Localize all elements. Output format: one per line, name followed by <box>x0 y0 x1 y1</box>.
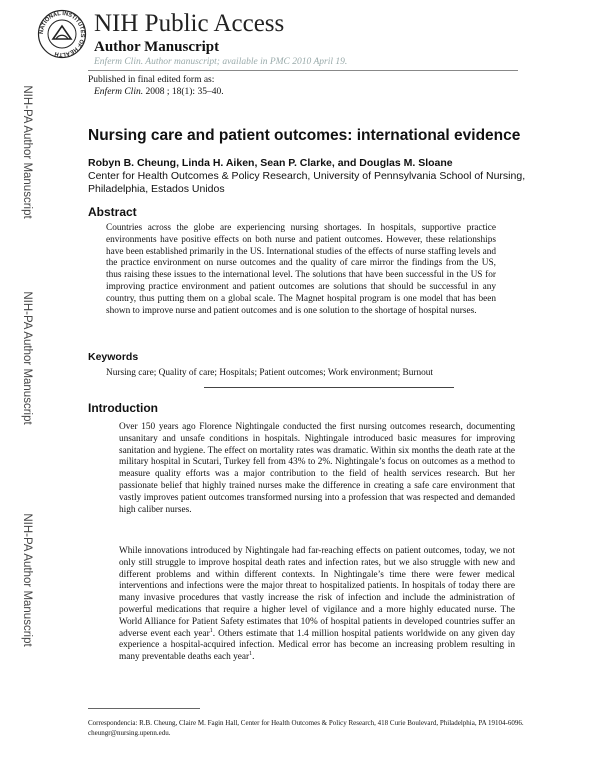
citation-details: 2008 ; 18(1): 35–40. <box>143 87 224 97</box>
svg-text:NATIONAL INSTITUTES OF HEALTH <box>39 11 85 57</box>
nih-seal-logo <box>37 9 87 59</box>
abstract-heading: Abstract <box>88 205 137 219</box>
side-label-3: NIH-PA Author Manuscript <box>21 513 33 647</box>
published-in-label: Published in final edited form as: <box>88 75 215 85</box>
keywords-divider <box>204 387 454 388</box>
author-manuscript-label: Author Manuscript <box>94 39 220 55</box>
author-affiliation: Center for Health Outcomes & Policy Research, University of Pennsylvania School of Nursing, Philadelphia, Estados Unidos <box>88 170 526 195</box>
journal-name: Enferm Clin. <box>94 87 144 97</box>
keywords-heading: Keywords <box>88 351 139 363</box>
introduction-paragraph-1: Over 150 years ago Florence Nightingale conducted the first nursing outcomes research, documenting unsanitary and unsafe conditions in hospitals. Nightingale introduced basic measures for improving sanitation and hygiene. The effect on mortality rates was dramatic. Within six months the death rate at the military hospital in Scutari, Turkey fell from 43% to 2%. Nightingale’s focus on outcomes as a method to measure quality efforts was a major contribution to the field of health services research. But her passionate belief that highly trained nurses make the difference in creating a safe care environment that vastly improves patient outcomes transformed nursing into a profession that was respected and demanded high caliber nurses. <box>119 422 515 515</box>
footnote-divider <box>88 708 200 709</box>
availability-note: Enferm Clin. Author manuscript; available in PMC 2010 April 19. <box>94 57 348 67</box>
header-divider <box>88 70 518 71</box>
side-label-1: NIH-PA Author Manuscript <box>21 85 33 219</box>
keywords-text: Nursing care; Quality of care; Hospitals; Patient outcomes; Work environment; Burnout <box>106 368 433 378</box>
side-label-2: NIH-PA Author Manuscript <box>21 291 33 425</box>
correspondence-footnote: Correspondencia: R.B. Cheung, Claire M. Fagin Hall, Center for Health Outcomes & Policy Research, 418 Curie Boulevard, Philadelphia, PA 19104-6096. cheungr@nursing.upenn.edu. <box>88 719 524 737</box>
nih-public-access-title: NIH Public Access <box>94 10 285 37</box>
citation-ref-1: 1 <box>209 627 213 634</box>
introduction-paragraph-2: While innovations introduced by Nightingale had far-reaching effects on patient outcomes, today, we not only still struggle to improve hospital death rates and infection rates, but we also struggle with new and different problems and within different contexts. In Nightingale’s time there were fewer medical interventions and infections were the major threat to hospitalized patients. In hospitals of today there are many invasive procedures that vastly increase the risk of infection and include the administration of powerful medications that require a higher level of vigilance and a more highly educated nurse. The World Alliance for Patient Safety estimates that 10% of hospital patients in developed countries suffer an adverse event each year$^1$. Others estimate that 1.4 million hospital patients worldwide on any given day experience a hospital-acquired infection. Medical error has become an increasing problem resulting in many preventable deaths each year$^1$. <box>119 546 515 663</box>
citation-ref-2: 1 <box>249 651 253 658</box>
article-title: Nursing care and patient outcomes: international evidence <box>88 127 521 144</box>
citation <box>94 87 224 98</box>
abstract-text: Countries across the globe are experiencing nursing shortages. In hospitals, supportive practice environments have positive effects on both nurse and patient outcomes. However, these relationships have been established primarily in the US. International studies of the effects of nurse staffing levels and the practice environment on nurse outcomes and the quality of care mirror the findings from the US, thus raising these issues to the international level. The solutions that have been successful in the US for improving practice environment and patient outcomes are solutions that should be successful in any country, thus putting them on a global scale. The Magnet hospital program is one model that has been shown to improve nurse and patient outcomes and is one solution to the shortage of hospital nurses. <box>106 223 496 316</box>
article-authors: Robyn B. Cheung, Linda H. Aiken, Sean P. Clarke, and Douglas M. Sloane <box>88 157 453 169</box>
nih-seal-text: NATIONAL INSTITUTES OF HEALTH <box>38 10 86 58</box>
introduction-heading: Introduction <box>88 401 158 415</box>
